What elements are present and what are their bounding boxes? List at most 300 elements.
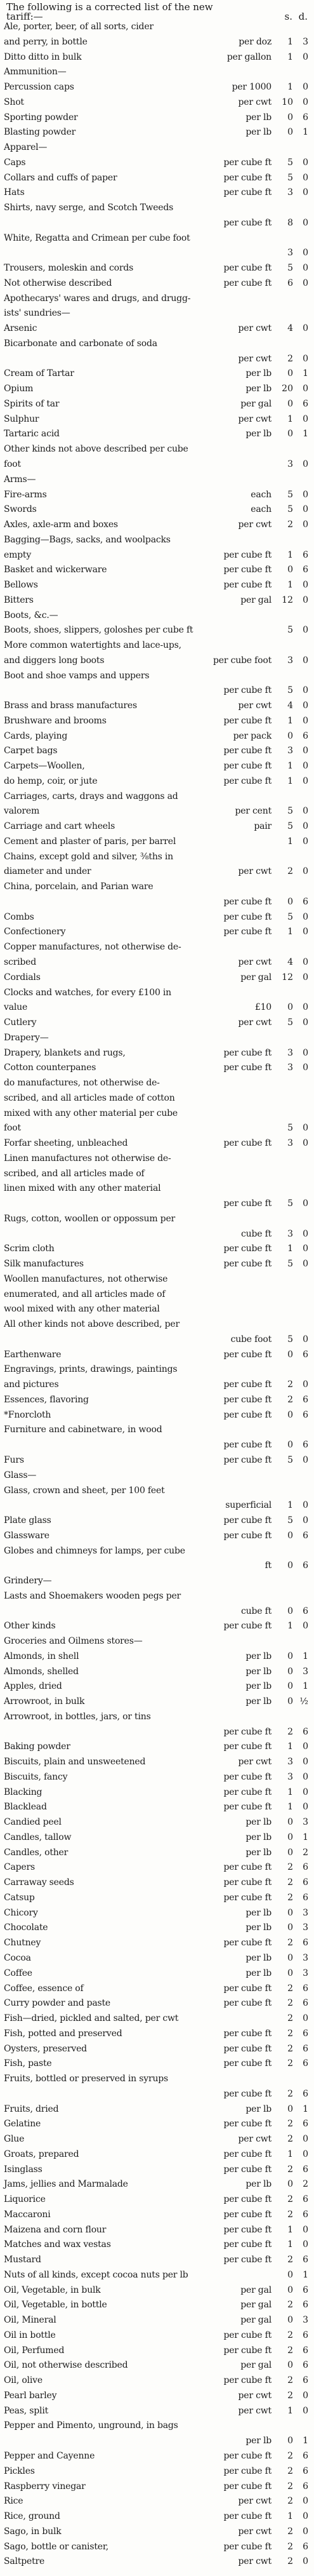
tariff-unit: per cube ft [223, 1862, 271, 1873]
tariff-row [4, 1154, 311, 1164]
tariff-item: Oil, not otherwise described [4, 2360, 128, 2371]
tariff-row [4, 1531, 311, 1541]
tariff-shillings: 0 [287, 896, 293, 907]
tariff-pence: 1 [303, 1681, 308, 1692]
tariff-row [4, 913, 311, 922]
tariff-pence: 0 [303, 1138, 308, 1148]
tariff-item: Pepper and Pimento, unground, in bags [4, 2420, 178, 2431]
tariff-unit: per cwt [238, 2556, 271, 2567]
tariff-shillings: 2 [287, 1726, 293, 1737]
tariff-row [4, 248, 311, 258]
tariff-unit: per cube ft [223, 2541, 271, 2552]
tariff-shillings: 0 [287, 1606, 293, 1616]
tariff-pence: 6 [303, 112, 308, 123]
tariff-shillings: 1 [287, 549, 293, 560]
tariff-row [4, 1893, 311, 1903]
tariff-shillings: 0 [287, 2360, 293, 2371]
tariff-unit: per cube ft [223, 2255, 271, 2265]
tariff-shillings: 0 [287, 1002, 293, 1013]
tariff-shillings: 0 [287, 398, 293, 409]
tariff-pence: 0 [303, 836, 308, 847]
tariff-item: Arsenic [4, 323, 37, 334]
tariff-unit: per cwt [238, 866, 271, 877]
tariff-row [4, 2044, 311, 2054]
tariff-pence: 6 [303, 2058, 308, 2069]
tariff-item: Baking powder [4, 1741, 70, 1752]
tariff-unit: per cube ft [223, 1983, 271, 1994]
tariff-item: Bicarbonate and carbonate of soda [4, 338, 157, 349]
tariff-shillings: 5 [287, 1515, 293, 1526]
tariff-row [4, 2210, 311, 2220]
tariff-unit: per cube ft [223, 2481, 271, 2492]
tariff-shillings: 0 [287, 1409, 293, 1420]
tariff-shillings: 0 [287, 112, 293, 123]
tariff-row [4, 324, 311, 333]
tariff-unit: per gal [240, 2315, 271, 2326]
tariff-row [4, 128, 311, 137]
tariff-shillings: 5 [287, 1334, 293, 1345]
tariff-unit: per cube ft [223, 2043, 271, 2054]
tariff-row [4, 2255, 311, 2265]
tariff-item: All other kinds not above described, per [4, 1319, 180, 1330]
tariff-shillings: 1 [287, 580, 293, 590]
tariff-item: Candles, other [4, 1847, 69, 1858]
tariff-unit: per lb [245, 429, 271, 439]
tariff-item: Rugs, cotton, woollen or oppossum per [4, 1213, 176, 1224]
tariff-row [4, 596, 311, 605]
tariff-unit: per cube ft [223, 1379, 271, 1390]
tariff-pence: 3 [303, 36, 308, 47]
tariff-pence: 0 [303, 413, 308, 424]
tariff-unit: per lb [245, 1681, 271, 1692]
intro-line-1: The following is a corrected list of the new [6, 1, 213, 13]
tariff-shillings: 1 [287, 1244, 293, 1254]
tariff-item: Apothecarys' wares and drugs, and drugg- [4, 293, 191, 304]
tariff-item: Gelatine [4, 2119, 41, 2130]
tariff-shillings: 5 [287, 489, 293, 500]
tariff-shillings: 0 [287, 368, 293, 379]
tariff-item: Spirits of tar [4, 398, 60, 409]
tariff-row [4, 2074, 311, 2084]
tariff-shillings: 2 [287, 1862, 293, 1873]
tariff-unit: per gallon [226, 51, 271, 62]
tariff-item: Candles, tallow [4, 1832, 72, 1842]
tariff-item: Carraway seeds [4, 1877, 74, 1888]
tariff-unit: per lb [245, 368, 271, 379]
tariff-unit: per cube ft [223, 1530, 271, 1541]
tariff-unit: per cwt [238, 2526, 271, 2537]
tariff-unit: per lb [245, 2103, 271, 2114]
tariff-row [4, 1969, 311, 1978]
tariff-row [4, 2180, 311, 2189]
tariff-row [4, 1592, 311, 1601]
tariff-pence: 6 [303, 2284, 308, 2295]
tariff-shillings: 10 [282, 97, 293, 107]
tariff-pence: 6 [303, 2028, 308, 2039]
tariff-row [4, 1742, 311, 1752]
tariff-row [4, 1561, 311, 1571]
tariff-pence: 0 [303, 761, 308, 772]
tariff-row [4, 732, 311, 741]
tariff-item: Chicory [4, 1907, 38, 1918]
tariff-unit: per gal [240, 2360, 271, 2371]
tariff-pence: 0 [303, 2405, 308, 2416]
tariff-row [4, 837, 311, 847]
tariff-row [4, 1018, 311, 1028]
tariff-pence: 6 [303, 2345, 308, 2356]
tariff-row [4, 2391, 311, 2401]
tariff-item: Essences, flavoring [4, 1394, 89, 1405]
tariff-row [4, 384, 311, 394]
tariff-item: Arrowroot, in bulk [4, 1696, 85, 1707]
tariff-pence: 0 [303, 278, 308, 288]
tariff-item: Arrowroot, in bottles, jars, or tins [4, 1711, 151, 1722]
tariff-unit: per cube ft [223, 217, 271, 228]
tariff-shillings: 6 [287, 278, 293, 288]
tariff-pence: 6 [303, 2450, 308, 2461]
tariff-unit: per cube ft [223, 1621, 271, 1632]
tariff-item: Cutlery [4, 1017, 37, 1028]
tariff-row [4, 1637, 311, 1646]
tariff-shillings: 0 [287, 1847, 293, 1858]
tariff-item: Cement and plaster of paris, per barrel [4, 836, 176, 847]
tariff-unit: per cwt [238, 2496, 271, 2507]
tariff-shillings: 2 [287, 2300, 293, 2311]
tariff-row [4, 1938, 311, 1948]
tariff-pence: 6 [303, 1726, 308, 1737]
tariff-shillings: 3 [287, 1138, 293, 1148]
tariff-pence: 0 [303, 2511, 308, 2521]
tariff-pence: 0 [303, 580, 308, 590]
tariff-item: Ammunition— [4, 67, 67, 77]
tariff-row [4, 1320, 311, 1329]
tariff-item: Groats, prepared [4, 2149, 79, 2159]
tariff-row [4, 1305, 311, 1314]
tariff-shillings: 3 [287, 459, 293, 469]
tariff-item: Bellows [4, 580, 38, 590]
tariff-row [4, 1923, 311, 1933]
tariff-unit: per cube ft [223, 278, 271, 288]
tariff-item: Tartaric acid [4, 429, 60, 439]
tariff-row [4, 188, 311, 198]
tariff-pence: 0 [303, 1244, 308, 1254]
tariff-shillings: 0 [287, 2269, 293, 2280]
tariff-row [4, 399, 311, 409]
tariff-unit: per cube ft [223, 1771, 271, 1782]
tariff-pence: 0 [303, 2013, 308, 2023]
tariff-shillings: 4 [287, 701, 293, 711]
tariff-unit: per cwt [238, 520, 271, 530]
tariff-shillings: 2 [287, 2058, 293, 2069]
tariff-pence: 0 [303, 911, 308, 922]
tariff-row [4, 2497, 311, 2506]
tariff-row [4, 1878, 311, 1888]
tariff-pence: 3 [303, 1922, 308, 1933]
tariff-unit: per cube ft [223, 1998, 271, 2009]
tariff-unit: per cube ft [223, 1198, 271, 1209]
tariff-pence: 6 [303, 2375, 308, 2386]
tariff-item: Trousers, moleskin and cords [4, 263, 134, 274]
tariff-item: Opium [4, 384, 34, 394]
tariff-pence: 6 [303, 2255, 308, 2265]
tariff-pence: 0 [303, 263, 308, 274]
tariff-row [4, 882, 311, 892]
tariff-shillings: 1 [287, 2511, 293, 2521]
tariff-shillings: 0 [287, 2103, 293, 2114]
tariff-shillings: 0 [287, 2436, 293, 2446]
tariff-unit: per cube ft [223, 2164, 271, 2175]
tariff-item: Plate glass [4, 1515, 51, 1526]
tariff-row [4, 1169, 311, 1179]
tariff-shillings: 4 [287, 323, 293, 334]
tariff-shillings: 0 [287, 565, 293, 575]
tariff-row [4, 686, 311, 695]
tariff-pence: 0 [303, 248, 308, 258]
tariff-pence: 6 [303, 730, 308, 741]
tariff-shillings: 2 [287, 1998, 293, 2009]
tariff-row [4, 2406, 311, 2416]
tariff-pence: 0 [303, 1379, 308, 1390]
tariff-row [4, 294, 311, 304]
tariff-item: Curry powder and paste [4, 1998, 111, 2009]
tariff-shillings: 1 [287, 82, 293, 92]
tariff-item: Sago, bottle or canister, [4, 2541, 109, 2552]
tariff-row [4, 113, 311, 123]
tariff-item: Clocks and watches, for every £100 in [4, 987, 171, 998]
tariff-row [4, 1259, 311, 1269]
tariff-unit: per gal [240, 594, 271, 605]
tariff-item: Almonds, in shell [4, 1651, 79, 1661]
tariff-row [4, 1607, 311, 1616]
tariff-unit: per lb [245, 2436, 271, 2446]
tariff-unit: per cube ft [223, 2330, 271, 2340]
tariff-pence: 0 [303, 1259, 308, 1270]
tariff-row [4, 1411, 311, 1420]
tariff-row [4, 2300, 311, 2310]
tariff-item: Fish, paste [4, 2058, 52, 2069]
tariff-item: Fish—dried, pickled and salted, per cwt [4, 2013, 179, 2023]
tariff-shillings: 1 [287, 761, 293, 772]
tariff-unit: per cube ft [223, 172, 271, 183]
tariff-unit: per cube ft [223, 1726, 271, 1737]
tariff-shillings: 0 [287, 1817, 293, 1828]
tariff-row [4, 1576, 311, 1586]
tariff-row [4, 1335, 311, 1345]
tariff-shillings: 0 [287, 1560, 293, 1571]
tariff-item: Candied peel [4, 1817, 62, 1828]
tariff-item: valorem [4, 806, 40, 817]
tariff-pence: 6 [303, 2330, 308, 2340]
tariff-item: ists' sundries— [4, 308, 70, 319]
tariff-shillings: 4 [287, 957, 293, 967]
tariff-unit: per doz [239, 36, 271, 47]
tariff-unit: per lb [245, 1651, 271, 1661]
tariff-row [4, 1109, 311, 1118]
tariff-row [4, 1471, 311, 1480]
tariff-shillings: 1 [287, 2149, 293, 2159]
tariff-item: Mustard [4, 2255, 41, 2265]
tariff-pence: 3 [303, 1666, 308, 1677]
tariff-unit: per cwt [238, 2405, 271, 2416]
tariff-item: Oil, olive [4, 2375, 43, 2386]
tariff-shillings: 0 [287, 1530, 293, 1541]
tariff-pence: 2 [303, 1847, 308, 1858]
tariff-pence: 0 [303, 157, 308, 168]
tariff-shillings: 2 [287, 2375, 293, 2386]
tariff-unit: per cube ft [223, 746, 271, 756]
tariff-shillings: 0 [287, 1696, 293, 1707]
tariff-pence: 1 [303, 429, 308, 439]
tariff-unit: per cube ft [223, 761, 271, 772]
tariff-item: Coffee, essence of [4, 1983, 84, 1994]
tariff-item: Bagging—Bags, sacks, and woolpacks [4, 534, 171, 545]
tariff-shillings: 5 [287, 504, 293, 515]
tariff-shillings: 3 [287, 655, 293, 666]
tariff-row [4, 1757, 311, 1767]
tariff-item: Carpets—Woollen, [4, 761, 85, 772]
tariff-item: Coffee [4, 1968, 32, 1978]
tariff-shillings: 0 [287, 1952, 293, 1963]
tariff-unit: per cube ft [223, 1741, 271, 1752]
tariff-unit: per pack [233, 730, 271, 741]
tariff-pence: 6 [303, 1530, 308, 1541]
tariff-pence: 6 [303, 1560, 308, 1571]
tariff-shillings: 0 [287, 1349, 293, 1360]
tariff-shillings: 0 [287, 2284, 293, 2295]
tariff-unit: per lb [245, 1968, 271, 1978]
tariff-row [4, 1833, 311, 1842]
tariff-row [4, 1350, 311, 1360]
tariff-unit: per cwt [238, 413, 271, 424]
tariff-item: Cordials [4, 972, 41, 983]
tariff-pence: 6 [303, 2119, 308, 2130]
tariff-shillings: 1 [287, 413, 293, 424]
tariff-pence: 0 [303, 1771, 308, 1782]
tariff-pence: 6 [303, 1394, 308, 1405]
tariff-row [4, 2376, 311, 2385]
tariff-shillings: 12 [282, 594, 293, 605]
tariff-pence: 0 [303, 701, 308, 711]
tariff-row [4, 1244, 311, 1254]
tariff-item: Drapery, blankets and rugs, [4, 1047, 126, 1058]
tariff-shillings: 20 [282, 384, 293, 394]
tariff-unit: per cube ft [223, 775, 271, 786]
tariff-shillings: 2 [287, 2119, 293, 2130]
tariff-item: Woollen manufactures, not otherwise [4, 1273, 168, 1284]
tariff-item: Boots, &c.— [4, 610, 58, 621]
tariff-item: Maizena and corn flour [4, 2224, 107, 2235]
tariff-unit: per 1000 [232, 82, 271, 92]
tariff-pence: 0 [303, 1757, 308, 1768]
tariff-row [4, 535, 311, 545]
tariff-item: Other kinds not above described per cube [4, 444, 188, 455]
tariff-shillings: 3 [287, 1047, 293, 1058]
tariff-item: wool mixed with any other material [4, 1304, 160, 1315]
tariff-pence: 0 [303, 1787, 308, 1797]
tariff-shillings: 2 [287, 353, 293, 364]
tariff-row [4, 580, 311, 590]
tariff-unit: pair [254, 821, 271, 832]
tariff-pence: 0 [303, 459, 308, 469]
tariff-item: Earthenware [4, 1349, 62, 1360]
tariff-row [4, 792, 311, 802]
tariff-item: linen mixed with any other material [4, 1183, 161, 1194]
tariff-pence: 6 [303, 2300, 308, 2311]
tariff-row [4, 943, 311, 952]
tariff-row [4, 1078, 311, 1088]
tariff-unit: per cube ft [223, 1138, 271, 1148]
tariff-unit: per lb [245, 1832, 271, 1842]
tariff-item: Fish, potted and preserved [4, 2028, 122, 2039]
tariff-pence: 0 [303, 746, 308, 756]
tariff-shillings: 0 [287, 1440, 293, 1451]
tariff-row [4, 83, 311, 92]
tariff-shillings: 0 [287, 1666, 293, 1677]
tariff-pence: 0 [303, 866, 308, 877]
tariff-pence: 6 [303, 2465, 308, 2476]
tariff-item: Chutney [4, 1938, 41, 1949]
tariff-pence: 1 [303, 127, 308, 138]
tariff-item: Fruits, dried [4, 2103, 59, 2114]
tariff-row [4, 1802, 311, 1812]
tariff-row [4, 2316, 311, 2325]
tariff-shillings: 2 [287, 2556, 293, 2567]
tariff-item: do manufactures, not otherwise de- [4, 1078, 160, 1088]
tariff-pence: 0 [303, 323, 308, 334]
tariff-shillings: 1 [287, 1802, 293, 1813]
tariff-row [4, 264, 311, 273]
tariff-row [4, 22, 311, 32]
tariff-item: Nuts of all kinds, except cocoa nuts per lb [4, 2269, 188, 2280]
tariff-row [4, 2527, 311, 2537]
tariff-unit: per cube ft [223, 2224, 271, 2235]
tariff-row [4, 1124, 311, 1133]
tariff-item: Oil, Mineral [4, 2315, 56, 2326]
tariff-pence: 6 [303, 1892, 308, 1903]
tariff-row [4, 1516, 311, 1526]
tariff-shillings: 2 [287, 2450, 293, 2461]
tariff-shillings: 12 [282, 972, 293, 983]
tariff-pence: 6 [303, 398, 308, 409]
tariff-item: Chocolate [4, 1922, 48, 1933]
tariff-shillings: 3 [287, 1757, 293, 1768]
tariff-item: Ale, porter, beer, of all sorts, cider [4, 22, 154, 32]
tariff-item: Globes and chimneys for lamps, per cube [4, 1545, 185, 1556]
tariff-row [4, 671, 311, 681]
tariff-row [4, 1788, 311, 1797]
tariff-item: Biscuits, fancy [4, 1771, 68, 1782]
tariff-unit: per cube ft [223, 1440, 271, 1451]
tariff-row [4, 1546, 311, 1556]
tariff-pence: 0 [303, 1123, 308, 1134]
tariff-item: mixed with any other material per cube [4, 1108, 178, 1118]
tariff-item: and perry, in bottle [4, 36, 88, 47]
tariff-pence: 6 [303, 2481, 308, 2492]
tariff-pence: 0 [303, 972, 308, 983]
tariff-item: Cards, playing [4, 730, 68, 741]
tariff-shillings: 2 [287, 2390, 293, 2401]
tariff-shillings: 2 [287, 866, 293, 877]
tariff-unit: per cube ft [223, 2058, 271, 2069]
tariff-row [4, 1863, 311, 1872]
tariff-item: value [4, 1002, 28, 1013]
tariff-shillings: 1 [287, 1500, 293, 1511]
tariff-shillings: 2 [287, 2255, 293, 2265]
tariff-unit: per cube ft [223, 685, 271, 696]
tariff-item: Blacking [4, 1787, 43, 1797]
tariff-row [4, 2165, 311, 2175]
tariff-shillings: 5 [287, 1455, 293, 1465]
